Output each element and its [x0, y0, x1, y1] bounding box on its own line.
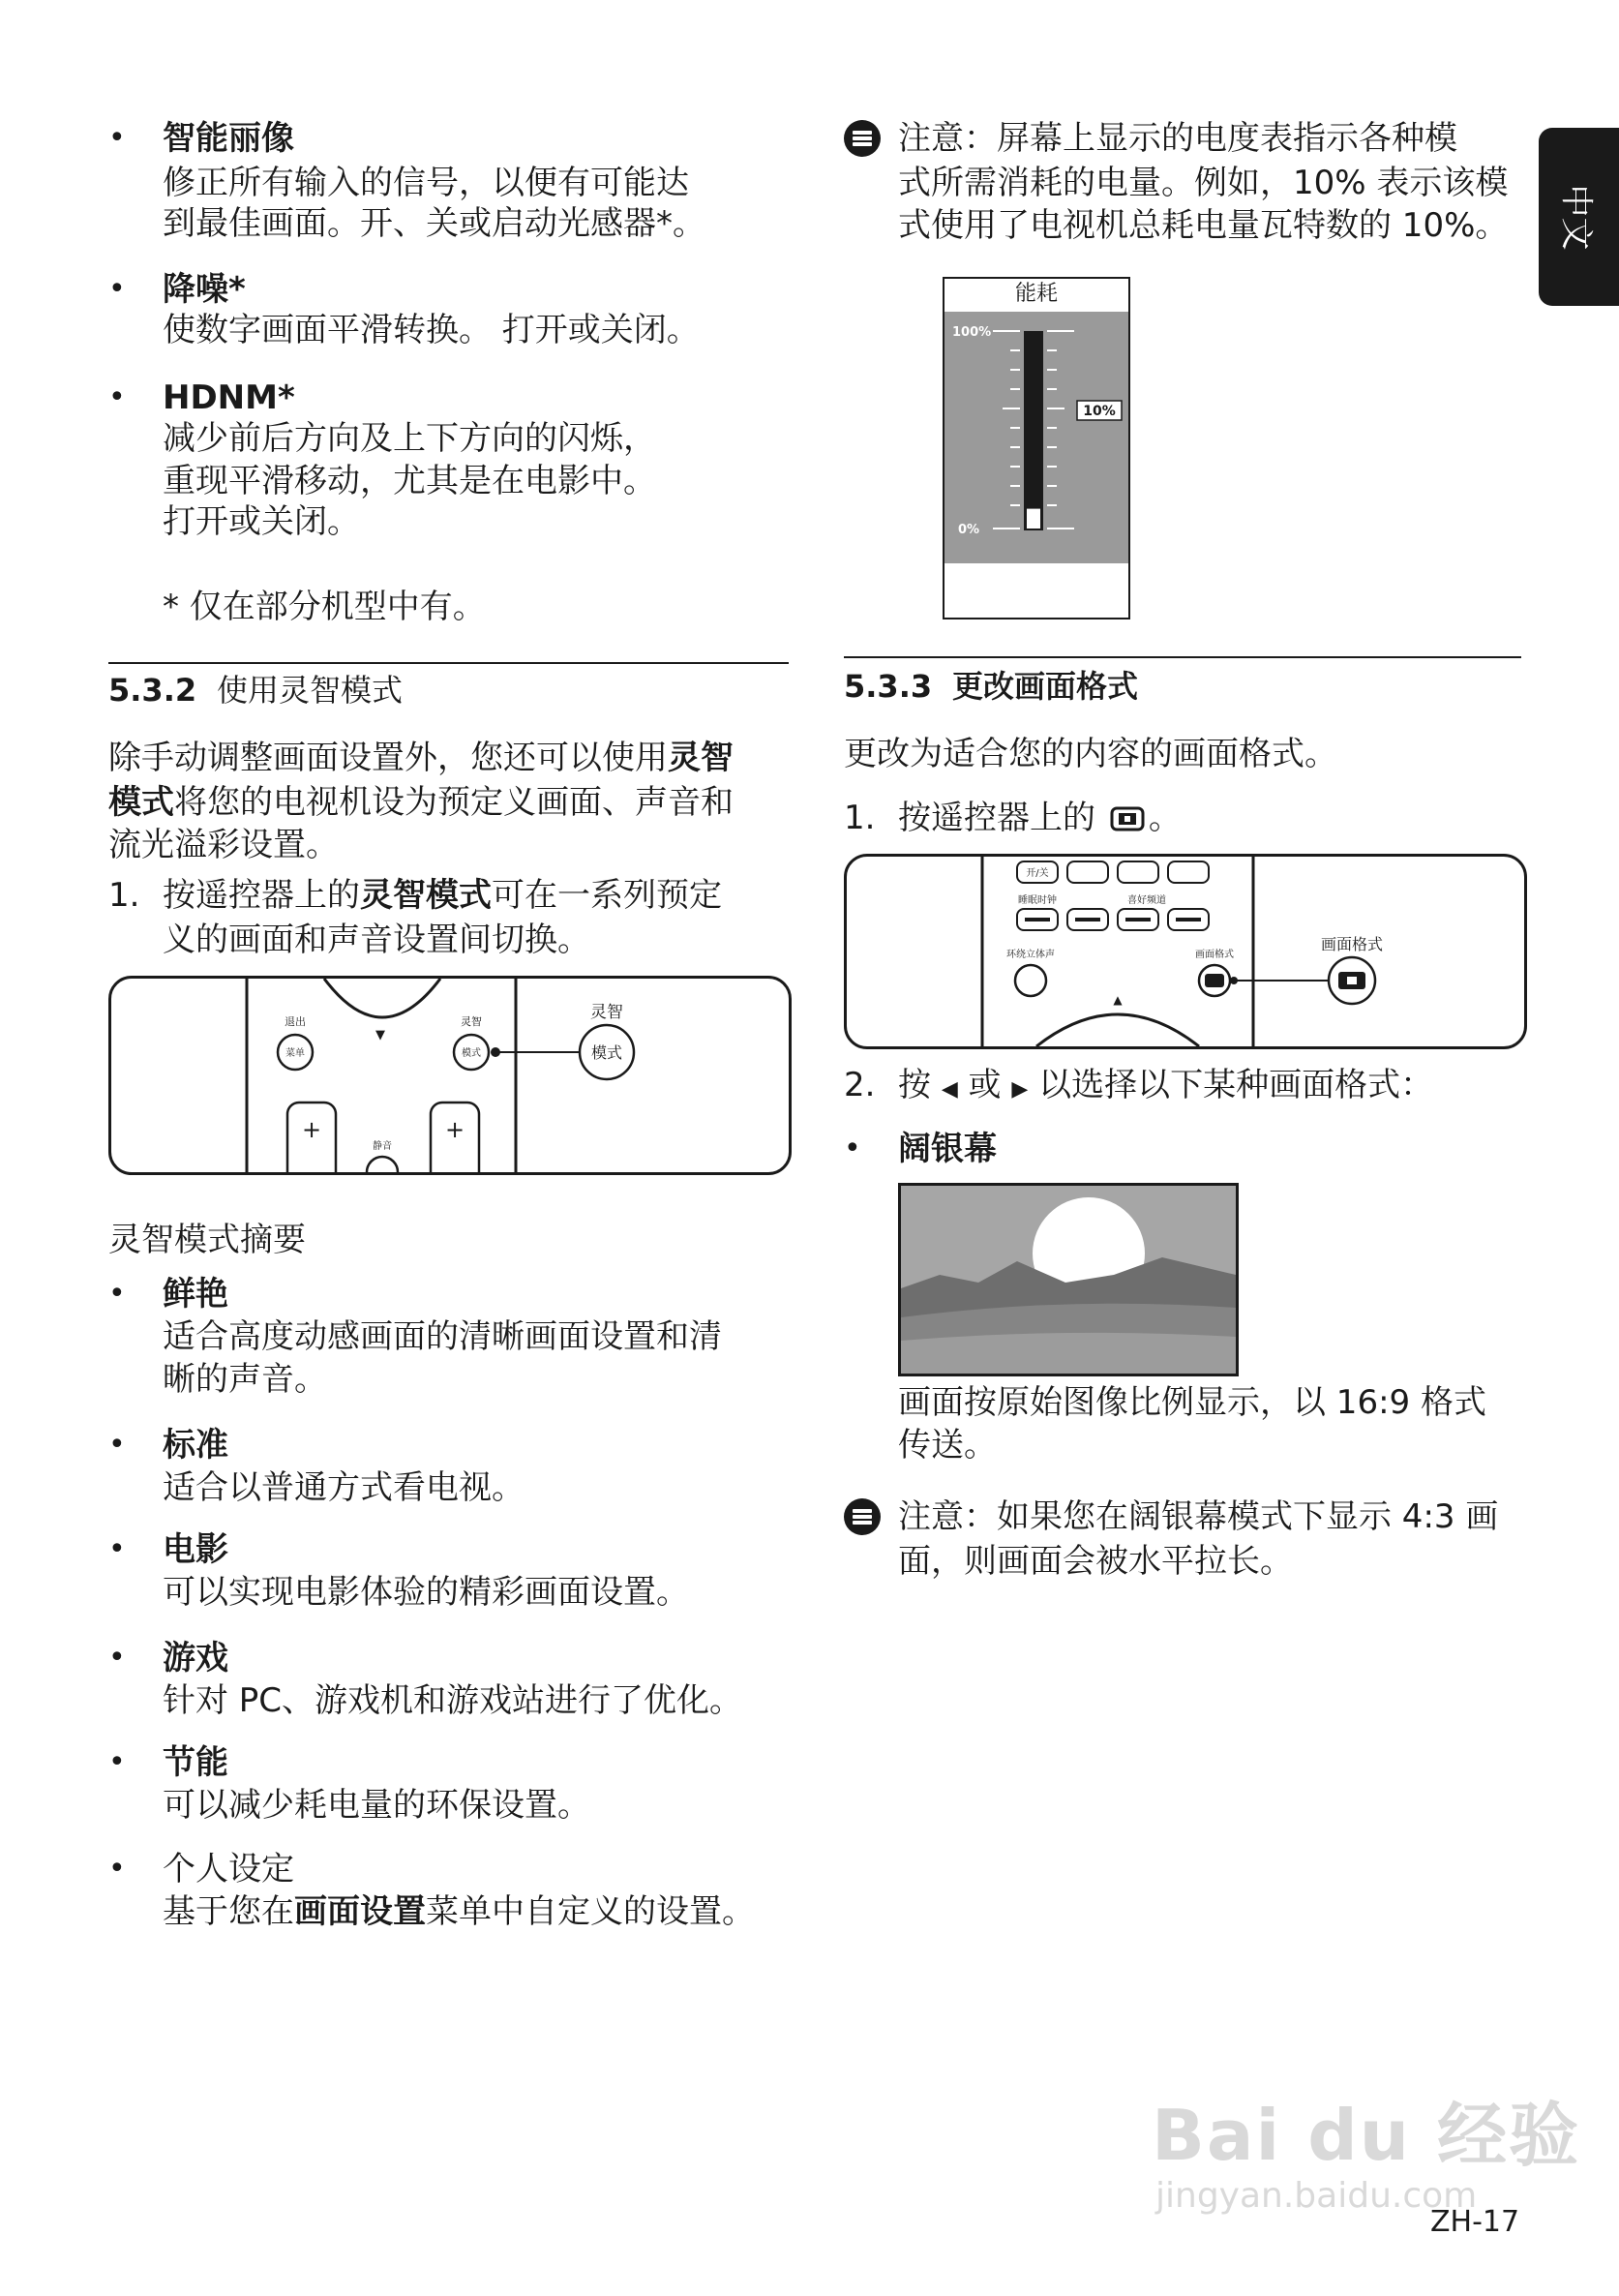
mode-title: 游戏 [163, 1639, 228, 1677]
power-label: 开/关 [1026, 868, 1049, 879]
mode-title: 电影 [163, 1530, 228, 1569]
bullet-dot: • [844, 1132, 861, 1165]
step-text: 义的画面和声音设置间切换。 [163, 921, 590, 959]
remote-diagram-svg [847, 857, 1524, 1046]
summary-heading: 灵智模式摘要 [108, 1221, 306, 1259]
callout-label-smart: 灵智 [590, 1003, 623, 1022]
watermark-logo: Bai du 经验 [1152, 2095, 1581, 2176]
mode-title: 鲜艳 [163, 1275, 228, 1314]
section-title: 使用灵智模式 [217, 672, 404, 709]
format-label: 画面格式 [1195, 950, 1234, 960]
note-text: 注意：屏幕上显示的电度表指示各种模 [898, 119, 1457, 158]
format-text: 传送。 [898, 1426, 997, 1465]
dpad-arc [1036, 1014, 1199, 1046]
language-tab-label: 中文 [1556, 184, 1595, 250]
step-number: 1. [844, 799, 876, 837]
step-text-tail: 。 [1148, 799, 1182, 837]
mode-title: 标准 [163, 1426, 228, 1465]
format-title: 阔银幕 [898, 1130, 997, 1168]
plus-icon: + [301, 1116, 322, 1143]
bullet-dot: • [108, 121, 126, 155]
mode-text: 适合以普通方式看电视。 [163, 1468, 525, 1507]
page-number: ZH-17 [1430, 2205, 1520, 2239]
section-rule [108, 662, 789, 664]
mode-text-bold: 画面设置 [294, 1892, 426, 1931]
note-text: 式使用了电视机总耗电量瓦特数的 10%。 [898, 206, 1509, 245]
step-text-a: 按遥控器上的 [163, 876, 360, 915]
item-text: 减少前后方向及上下方向的闪烁， [163, 419, 656, 458]
teletext-button[interactable] [1067, 861, 1108, 883]
watermark-url: jingyan.baidu.com [1155, 2176, 1478, 2216]
item-text: 到最佳画面。开、关或启动光感器*。 [163, 204, 705, 243]
remote-diagram-svg [111, 979, 789, 1172]
item-title: 智能丽像 [163, 119, 294, 158]
note-text: 注意：如果您在阔银幕模式下显示 4:3 画 [898, 1497, 1499, 1536]
mode-text-a: 基于您在 [163, 1892, 294, 1931]
step-text-a: 按遥控器上的 [898, 799, 1095, 837]
note-text: 面，则画面会被水平拉长。 [898, 1542, 1293, 1581]
bullet-dot: • [108, 1852, 126, 1886]
item-text: 重现平滑移动，尤其是在电影中。 [163, 462, 656, 500]
mode-text: 晰的声音。 [163, 1360, 327, 1399]
plus-icon: + [444, 1116, 465, 1143]
remote-diagram-picture-format [844, 854, 1527, 1049]
note-text: 式所需消耗的电量。例如，10% 表示该模 [898, 164, 1509, 202]
footnote: * 仅在部分机型中有。 [163, 588, 486, 626]
meter-fill [1027, 509, 1040, 529]
format-text: 画面按原始图像比例显示，以 16:9 格式 [898, 1383, 1486, 1422]
meter-bar [1024, 331, 1043, 530]
right-arrow-icon: ▶ [1011, 1077, 1029, 1102]
item-title: HDNM* [163, 378, 295, 417]
bullet-dot: • [108, 380, 126, 414]
mix-button[interactable] [1118, 861, 1158, 883]
favorite-label: 喜好频道 [1127, 895, 1166, 906]
mode-text: 针对 PC、游戏机和游戏站进行了优化。 [163, 1681, 743, 1720]
callout-label-mode: 模式 [590, 1043, 623, 1062]
meter-value-label: 10% [1083, 404, 1116, 419]
step-number: 1. [108, 876, 140, 915]
step-text [163, 873, 722, 918]
callout-label: 画面格式 [1320, 935, 1384, 953]
widescreen-image [898, 1183, 1239, 1376]
section-number: 5.3.3 [844, 668, 933, 705]
bullet-dot: • [108, 1641, 126, 1675]
mode-label: 模式 [462, 1048, 481, 1059]
item-text: 打开或关闭。 [163, 502, 360, 541]
mode-title: 个人设定 [163, 1850, 294, 1888]
item-text: 修正所有输入的信号，以便有可能达 [163, 164, 689, 202]
intro-text: 除手动调整画面设置外，您还可以使用 [108, 739, 668, 777]
language-tab[interactable] [1539, 128, 1619, 306]
section-title: 更改画面格式 [952, 668, 1139, 705]
meter-bottom-label: 0% [958, 523, 980, 537]
step-text-c: 可在一系列预定 [492, 876, 722, 915]
dpad-arc [324, 979, 440, 1017]
intro-line [108, 736, 734, 780]
step-text-bold: 灵智模式 [360, 876, 492, 915]
mode-text: 可以实现电影体验的精彩画面设置。 [163, 1573, 689, 1612]
menu-label: 菜单 [285, 1048, 305, 1059]
surround-label: 环绕立体声 [1006, 950, 1055, 960]
blank-button[interactable] [1168, 861, 1209, 883]
mode-title: 节能 [163, 1743, 228, 1782]
left-arrow-icon: ◀ [941, 1077, 958, 1102]
step-text [898, 796, 1182, 840]
up-arrow-icon: ▲ [1113, 993, 1123, 1007]
meter-top-label: 100% [952, 325, 992, 340]
intro-line: 流光溢彩设置。 [108, 826, 339, 864]
bullet-dot: • [108, 1532, 126, 1566]
step-or: 或 [968, 1066, 1002, 1104]
bullet-dot: • [108, 1277, 126, 1311]
intro-line [108, 780, 734, 825]
landscape-illustration [901, 1186, 1236, 1374]
mode-text-c: 菜单中自定义的设置。 [426, 1892, 755, 1931]
mode-text: 适合高度动感画面的清晰画面设置和清 [163, 1317, 722, 1356]
note-icon [844, 1498, 881, 1535]
bullet-dot: • [108, 272, 126, 306]
step-number: 2. [844, 1066, 876, 1104]
picture-format-icon [1110, 805, 1145, 832]
intro-text: 将您的电视机设为预定义画面、声音和 [174, 783, 734, 822]
bullet-dot: • [108, 1745, 126, 1779]
meter-title: 能耗 [1014, 282, 1058, 306]
note-icon [844, 120, 881, 157]
mute-button-icon[interactable] [367, 1157, 398, 1172]
bullet-dot: • [108, 1428, 126, 1462]
step-text-b: 以选择以下某种画面格式： [1038, 1066, 1434, 1104]
down-arrow-icon: ▼ [375, 1028, 385, 1042]
energy-meter [943, 277, 1130, 619]
section-rule [844, 656, 1521, 658]
intro-bold: 模式 [108, 783, 174, 822]
remote-diagram-smart-mode [108, 976, 792, 1175]
mute-label: 静音 [373, 1141, 392, 1152]
intro-bold: 灵智 [668, 739, 734, 777]
intro-text: 更改为适合您的内容的画面格式。 [844, 735, 1337, 773]
item-title: 降噪* [163, 270, 246, 309]
exit-label: 退出 [285, 1015, 306, 1028]
step-text [898, 1063, 1433, 1112]
meter-svg [944, 312, 1128, 563]
sleep-label: 睡眠时钟 [1018, 895, 1057, 906]
step-text-a: 按 [898, 1066, 931, 1104]
item-text: 使数字画面平滑转换。 打开或关闭。 [163, 311, 700, 349]
mode-text: 可以减少耗电量的环保设置。 [163, 1786, 590, 1825]
smart-label: 灵智 [461, 1015, 482, 1028]
mode-text [163, 1889, 755, 1934]
surround-button-icon[interactable] [1015, 965, 1046, 996]
section-number: 5.3.2 [108, 672, 197, 709]
